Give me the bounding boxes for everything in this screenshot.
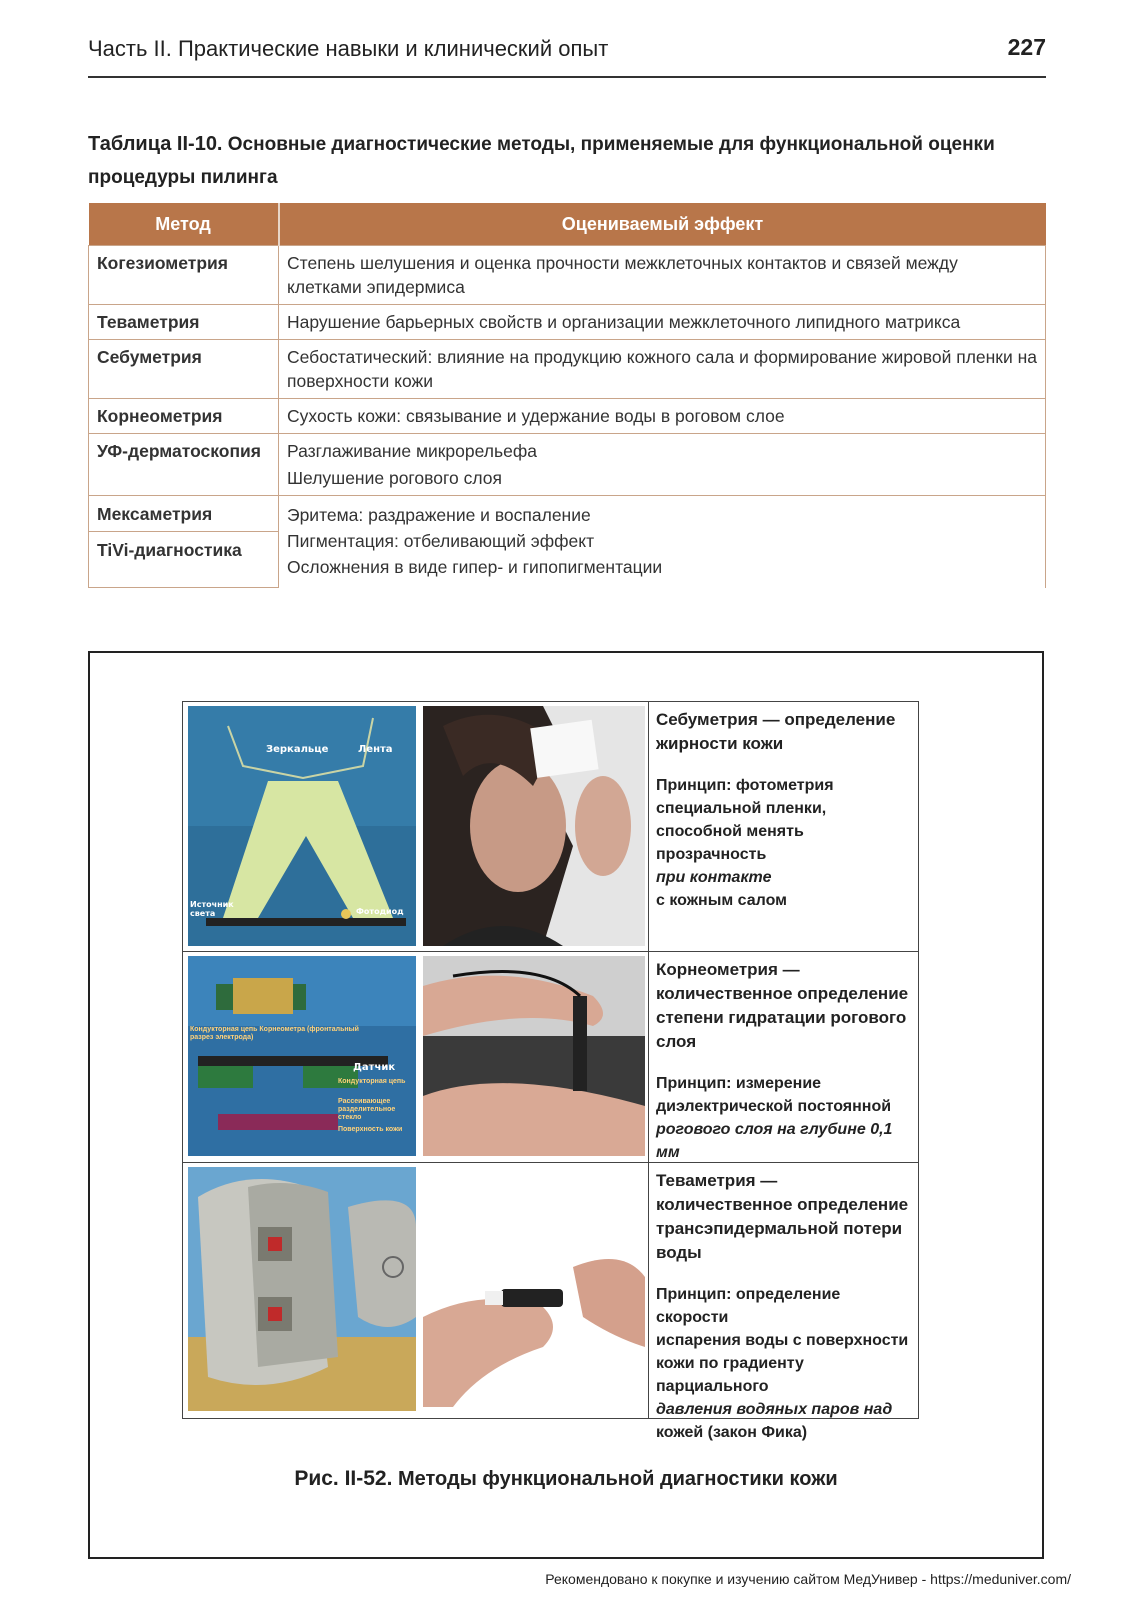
figure-grid [182,701,919,1441]
table-row [89,305,1046,340]
page-header [88,32,1046,78]
figure-caption [90,1467,1042,1491]
effect-line: Пигментация: отбеливающий эффект [287,531,595,551]
tewametry-text [648,1163,918,1441]
corneometry-photo [423,956,645,1156]
effect-cell [279,434,1046,496]
method-cell: Когезиометрия [89,246,279,305]
label-sensor: Датчик [353,1062,396,1073]
sebumetry-photo [423,706,645,946]
principle-line: с кожным салом [656,892,787,909]
label-glass: Рассеивающее разделительное стекло [338,1098,396,1121]
principle-line: испарения воды с поверхности [656,1332,909,1349]
figure-row-sebumetry [183,702,918,952]
page-number: 227 [1007,34,1046,60]
figure-row-tewametry [183,1163,918,1441]
corneometry-principle [656,1072,912,1164]
figure-caption-label: Рис. II-52. [294,1467,393,1490]
label-conductor-circuit: Кондукторная цепь Корнеометра (фронтальный разрез электрода) [190,1026,359,1041]
tewametry-photo [423,1167,645,1411]
sebumetry-title: Себуметрия — определение жирности кожи [656,710,896,753]
label-mirror: Зеркальце [266,744,329,755]
table-row [89,246,1046,305]
table-row [89,496,1046,532]
sebumetry-text [648,702,918,951]
label-light-source: Источник света [190,900,234,918]
principle-line: Принцип: измерение [656,1075,822,1092]
running-title: Часть II. Практические навыки и клинический опыт [88,36,609,61]
table-caption-text: Основные диагностические методы, применяемые для функциональной оценки процедуры пилинга [88,134,995,188]
sebumetry-diagram [188,706,416,946]
method-cell: Мексаметрия [89,496,279,532]
tewametry-title: Теваметрия — количественное определение трансэпидермальной потери воды [656,1171,909,1262]
principle-line: Принцип: фотометрия [656,777,834,794]
tewametry-diagram [188,1167,416,1411]
principle-line: кожи по градиенту парциального [656,1355,804,1395]
table-caption [88,128,1046,194]
table-row [89,434,1046,496]
sebumetry-principle [656,774,912,912]
label-skin-surface: Поверхность кожи [338,1126,403,1133]
methods-table [88,203,1046,588]
effect-line: Эритема: раздражение и воспаление [287,505,591,525]
method-cell: Себуметрия [89,340,279,399]
tewametry-principle [656,1283,912,1444]
effect-line: Шелушение рогового слоя [287,468,502,488]
effect-cell: Степень шелушения и оценка прочности межклеточных контактов и связей между клетками эпидермиса [279,246,1046,305]
effect-cell: Себостатический: влияние на продукцию кожного сала и формирование жировой пленки на поверхности кожи [279,340,1046,399]
corneometry-title: Корнеометрия — количественное определение степени гидратации рогового слоя [656,960,909,1051]
method-cell: Теваметрия [89,305,279,340]
principle-line-italic: при контакте [656,869,772,886]
principle-line-italic: давления водяных паров над [656,1401,893,1418]
principle-line-italic: рогового слоя на глубине 0,1 мм [656,1121,893,1161]
label-photodiode: Фотодиод [356,907,404,916]
corneometry-diagram [188,956,416,1156]
effect-cell: Нарушение барьерных свойств и организации межклеточного липидного матрикса [279,305,1046,340]
method-cell: УФ-дерматоскопия [89,434,279,496]
effect-cell: Сухость кожи: связывание и удержание воды в роговом слое [279,399,1046,434]
table-row [89,340,1046,399]
footer-text: Рекомендовано к покупке и изучению сайтом МедУнивер - https://meduniver.com/ [545,1571,1071,1587]
corneometry-text [648,952,918,1162]
table-caption-label: Таблица II-10. [88,133,223,155]
method-cell: Корнеометрия [89,399,279,434]
principle-line: кожей (закон Фика) [656,1424,808,1441]
label-conductor: Кондукторная цепь [338,1078,406,1085]
principle-line: способной менять прозрачность [656,823,804,863]
column-header-effect: Оцениваемый эффект [279,203,1046,246]
column-header-method: Метод [89,203,279,246]
table-row [89,399,1046,434]
principle-line: диэлектрической постоянной [656,1098,892,1115]
label-tape: Лента [358,744,393,755]
effect-cell [279,496,1046,588]
method-cell: TiVi-диагностика [89,532,279,588]
table-header-row [89,203,1046,246]
figure-row-corneometry [183,952,918,1163]
effect-line: Осложнения в виде гипер- и гипопигментации [287,557,663,577]
figure-caption-text: Методы функциональной диагностики кожи [398,1468,838,1490]
principle-line: Принцип: определение скорости [656,1286,841,1326]
effect-line: Разглаживание микрорельефа [287,441,537,461]
principle-line: специальной пленки, [656,800,827,817]
figure-frame [88,651,1044,1559]
